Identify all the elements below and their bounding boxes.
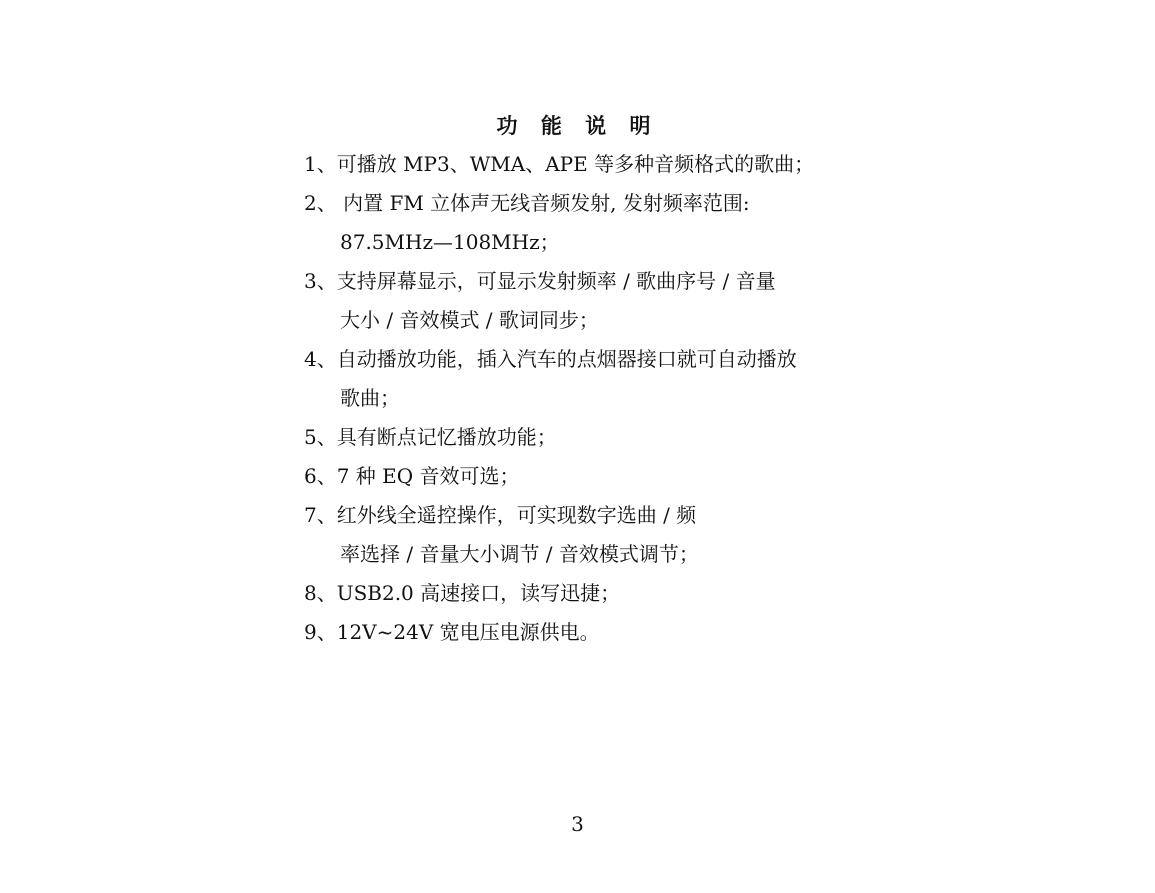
feature-line: 4、自动播放功能，插入汽车的点烟器接口就可自动播放 — [304, 347, 797, 371]
feature-line-continued: 87.5MHz—108MHz； — [340, 230, 560, 254]
feature-item-5 — [304, 418, 864, 457]
feature-line: 1、可播放 MP3、WMA、APE 等多种音频格式的歌曲； — [304, 152, 815, 176]
feature-line-continued: 率选择 / 音量大小调节 / 音效模式调节； — [340, 542, 699, 566]
feature-line: 3、支持屏幕显示，可显示发射频率 / 歌曲序号 / 音量 — [304, 269, 776, 293]
feature-item-1 — [304, 145, 864, 184]
feature-line: 5、具有断点记忆播放功能； — [304, 425, 557, 449]
feature-line: 8、USB2.0 高速接口，读写迅捷； — [304, 581, 621, 605]
feature-item-8 — [304, 574, 864, 613]
feature-item-4 — [304, 340, 864, 418]
feature-item-2 — [304, 184, 864, 262]
feature-item-6 — [304, 457, 864, 496]
feature-line: 7、红外线全遥控操作，可实现数字选曲 / 频 — [304, 503, 697, 527]
feature-list — [304, 145, 864, 652]
feature-line: 6、7 种 EQ 音效可选； — [304, 464, 520, 488]
feature-line: 2、 内置 FM 立体声无线音频发射, 发射频率范围: — [304, 191, 750, 215]
feature-line: 9、12V~24V 宽电压电源供电。 — [304, 620, 600, 644]
feature-item-7 — [304, 496, 864, 574]
page-title: 功 能 说 明 — [496, 113, 659, 138]
feature-item-9 — [304, 613, 864, 652]
feature-line-continued: 歌曲； — [340, 386, 400, 410]
page-number: 3 — [571, 812, 584, 836]
feature-item-3 — [304, 262, 864, 340]
feature-line-continued: 大小 / 音效模式 / 歌词同步； — [340, 308, 599, 332]
